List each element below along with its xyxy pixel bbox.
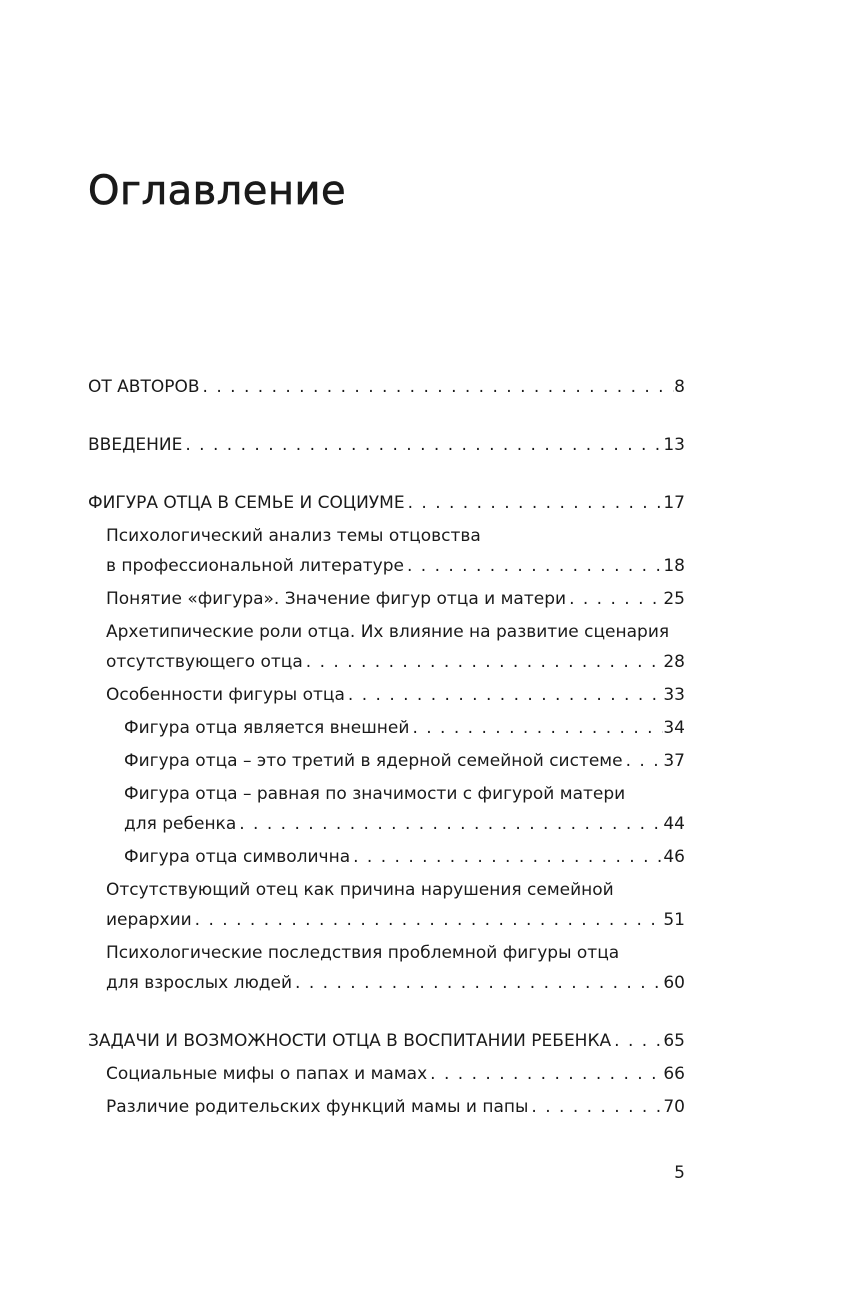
toc-entry-title: ФИГУРА ОТЦА В СЕМЬЕ И СОЦИУМЕ bbox=[88, 493, 405, 513]
toc-entry-title: отсутствующего отца bbox=[106, 652, 303, 672]
toc-section bbox=[88, 680, 685, 710]
toc-section bbox=[88, 1059, 685, 1089]
toc-page-number: 34 bbox=[663, 718, 685, 738]
toc-chapter bbox=[88, 372, 685, 402]
toc-page-number: 44 bbox=[663, 814, 685, 834]
dot-leader bbox=[566, 584, 663, 614]
toc-entry-title: Особенности фигуры отца bbox=[106, 685, 345, 705]
toc-entry-title: ОТ АВТОРОВ bbox=[88, 377, 200, 397]
toc-page-number: 17 bbox=[663, 493, 685, 513]
toc-entry-line bbox=[106, 584, 685, 614]
toc-section bbox=[88, 1092, 685, 1122]
page-number: 5 bbox=[674, 1163, 685, 1183]
dot-leader bbox=[345, 680, 663, 710]
dot-leader bbox=[236, 809, 663, 839]
toc-entry-line bbox=[106, 647, 685, 677]
toc-entry-line bbox=[88, 372, 685, 402]
toc-entry-title: Понятие «фигура». Значение фигур отца и матери bbox=[106, 589, 567, 609]
toc-entry-line bbox=[106, 680, 685, 710]
dot-leader bbox=[427, 1059, 663, 1089]
toc-entry-title: для взрослых людей bbox=[106, 973, 293, 993]
toc-section bbox=[88, 875, 685, 935]
toc-entry-title-line: Психологический анализ темы отцовства bbox=[106, 526, 481, 546]
toc-page-number: 46 bbox=[663, 847, 685, 867]
toc-section bbox=[88, 617, 685, 677]
toc-entry-line bbox=[124, 809, 685, 839]
dot-leader bbox=[528, 1092, 663, 1122]
toc-entry-line bbox=[88, 488, 685, 518]
toc-section bbox=[88, 713, 685, 743]
dot-leader bbox=[303, 647, 664, 677]
toc-page-number: 60 bbox=[663, 973, 685, 993]
toc-entry-line bbox=[88, 430, 685, 460]
toc-entry-title: Различие родительских функций мамы и папы bbox=[106, 1097, 529, 1117]
dot-leader bbox=[292, 968, 663, 998]
page-title: Оглавление bbox=[88, 168, 347, 214]
toc-entry-title: в профессиональной литературе bbox=[106, 556, 404, 576]
toc-page-number: 51 bbox=[663, 910, 685, 930]
toc-entry-line bbox=[106, 905, 685, 935]
toc-entry-title-line: Психологические последствия проблемной фигуры отца bbox=[106, 943, 620, 963]
dot-leader bbox=[192, 905, 664, 935]
table-of-contents bbox=[88, 372, 685, 1122]
toc-page-number: 33 bbox=[663, 685, 685, 705]
toc-entry-line bbox=[106, 1092, 685, 1122]
toc-entry-title: для ребенка bbox=[124, 814, 237, 834]
toc-section bbox=[88, 938, 685, 998]
toc-entry-line bbox=[124, 713, 685, 743]
toc-page-number: 28 bbox=[663, 652, 685, 672]
toc-page-number: 65 bbox=[663, 1031, 685, 1051]
toc-entry-title: Фигура отца – это третий в ядерной семейной системе bbox=[124, 751, 623, 771]
toc-chapter bbox=[88, 1026, 685, 1056]
toc-entry-title-line: Архетипические роли отца. Их влияние на развитие сценария bbox=[106, 622, 670, 642]
toc-entry-title-line: Фигура отца – равная по значимости с фигурой матери bbox=[124, 784, 626, 804]
toc-chapter bbox=[88, 488, 685, 518]
dot-leader bbox=[182, 430, 663, 460]
toc-section bbox=[88, 521, 685, 581]
toc-page-number: 25 bbox=[663, 589, 685, 609]
toc-entry-line bbox=[106, 551, 685, 581]
toc-page-number: 37 bbox=[663, 751, 685, 771]
dot-leader bbox=[404, 551, 663, 581]
toc-entry-line bbox=[124, 842, 685, 872]
toc-entry-title: Фигура отца символична bbox=[124, 847, 351, 867]
toc-entry-title-line: Отсутствующий отец как причина нарушения семейной bbox=[106, 880, 614, 900]
dot-leader bbox=[200, 372, 675, 402]
toc-section bbox=[88, 779, 685, 839]
toc-entry-title: ВВЕДЕНИЕ bbox=[88, 435, 183, 455]
toc-entry-line bbox=[124, 746, 685, 776]
toc-page-number: 66 bbox=[663, 1064, 685, 1084]
toc-page-number: 18 bbox=[663, 556, 685, 576]
toc-section bbox=[88, 842, 685, 872]
toc-entry-line bbox=[106, 1059, 685, 1089]
dot-leader bbox=[623, 746, 664, 776]
toc-page-number: 8 bbox=[674, 377, 685, 397]
toc-section bbox=[88, 746, 685, 776]
toc-entry-line bbox=[88, 1026, 685, 1056]
toc-page-number: 70 bbox=[663, 1097, 685, 1117]
dot-leader bbox=[409, 713, 663, 743]
toc-entry-title: иерархии bbox=[106, 910, 192, 930]
toc-section bbox=[88, 584, 685, 614]
toc-entry-title: Фигура отца является внешней bbox=[124, 718, 410, 738]
toc-page-number: 13 bbox=[663, 435, 685, 455]
toc-entry-title: Социальные мифы о папах и мамах bbox=[106, 1064, 428, 1084]
toc-entry-title: ЗАДАЧИ И ВОЗМОЖНОСТИ ОТЦА В ВОСПИТАНИИ РЕБЕНКА bbox=[88, 1031, 612, 1051]
dot-leader bbox=[350, 842, 663, 872]
toc-chapter bbox=[88, 430, 685, 460]
dot-leader bbox=[405, 488, 664, 518]
dot-leader bbox=[611, 1026, 663, 1056]
toc-entry-line bbox=[106, 968, 685, 998]
